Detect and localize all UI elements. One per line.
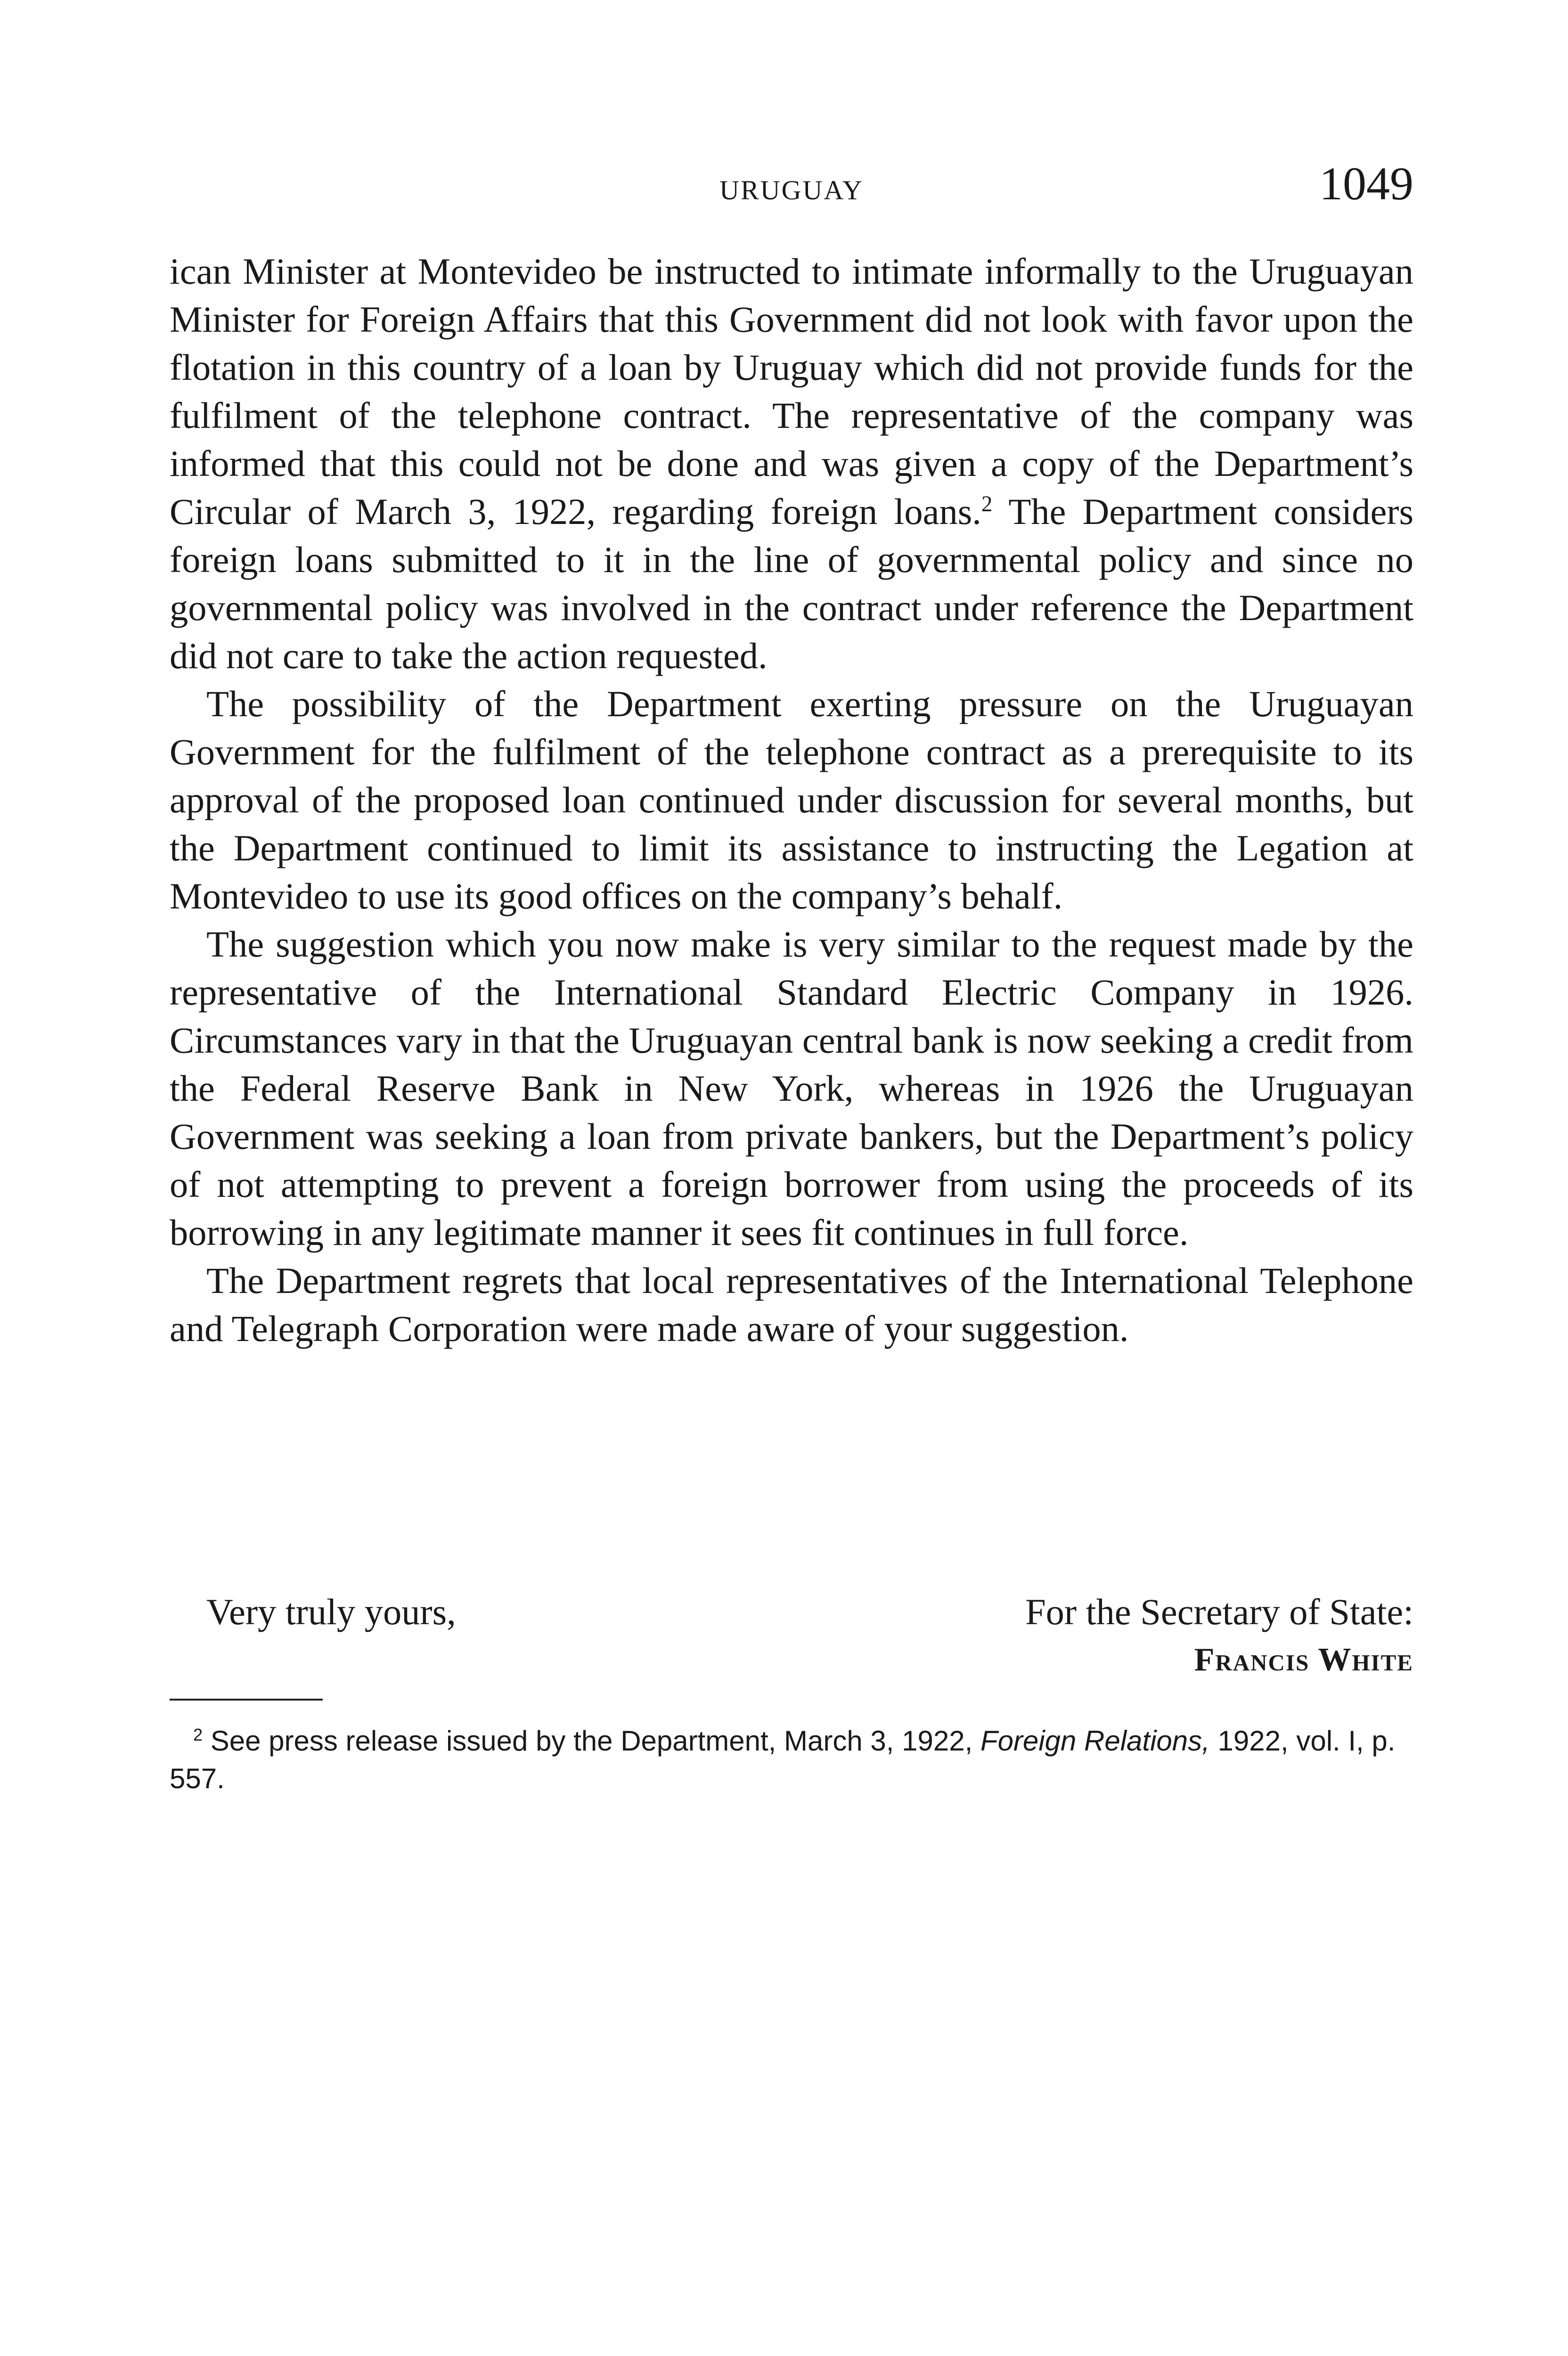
paragraph-1-text: ican Minister at Montevideo be instructed to intimate informally to the Uruguayan Minister for Foreign Affairs that this Government did not look with favor upon the flotation in this country of a loan by Uruguay which did not provide funds for the fulfilment of the telephone contract. The representative of the company was informed that this could not be done and was given a copy of the Department’s Circular of March 3, 1922, regarding foreign loans. xyxy=(170,251,1413,532)
running-head xyxy=(170,157,1413,212)
signature-line: For the Secretary of State: xyxy=(1025,1591,1413,1632)
complimentary-close: Very truly yours, xyxy=(206,1591,456,1632)
paragraph-3: The suggestion which you now make is very similar to the request made by the representative of the International Standard Electric Company in 1926. Circumstances vary in that the Uruguayan central bank is now seeking a credit from the Federal Reserve Bank in New York, whereas in 1926 the Uruguayan Government was seeking a loan from private bankers, but the Department’s policy of not attempting to prevent a foreign borrower from using the proceeds of its borrowing in any legitimate manner it sees fit continues in full force. xyxy=(170,924,1413,1253)
body-text xyxy=(170,247,1413,1353)
paragraph-4: The Department regrets that local representatives of the International Telephone and Telegraph Corporation were made aware of your suggestion. xyxy=(170,1260,1413,1349)
paragraph-1-continuation: The Department considers foreign loans submitted to it in the line of governmental policy and since no governmental policy was involved in the contract under reference the Department did not care to take the action requested. xyxy=(170,491,1413,676)
footnote xyxy=(170,1722,1413,1798)
running-title: URUGUAY xyxy=(719,175,864,205)
letter-closing xyxy=(170,1588,1413,1682)
page-number: 1049 xyxy=(1319,157,1413,210)
paragraph-1 xyxy=(170,247,1413,680)
footnote-text: See press release issued by the Department, March 3, 1922, xyxy=(203,1725,980,1757)
signer-name: Francis White xyxy=(1194,1642,1413,1678)
paragraph-2: The possibility of the Department exerting pressure on the Uruguayan Government for the fulfilment of the telephone contract as a prerequisite to its approval of the proposed loan continued under discussion for several months, but the Department continued to limit its assistance to instructing the Legation at Montevideo to use its good offices on the company’s behalf. xyxy=(170,683,1413,916)
footnote-reference: 2 xyxy=(981,491,993,516)
footnote-divider xyxy=(170,1699,323,1701)
footnote-marker: 2 xyxy=(193,1725,203,1744)
footnote-text-end: 1922, vol. I, p. 557. xyxy=(170,1725,1396,1794)
footnote-citation-title: Foreign Relations, xyxy=(980,1725,1210,1757)
